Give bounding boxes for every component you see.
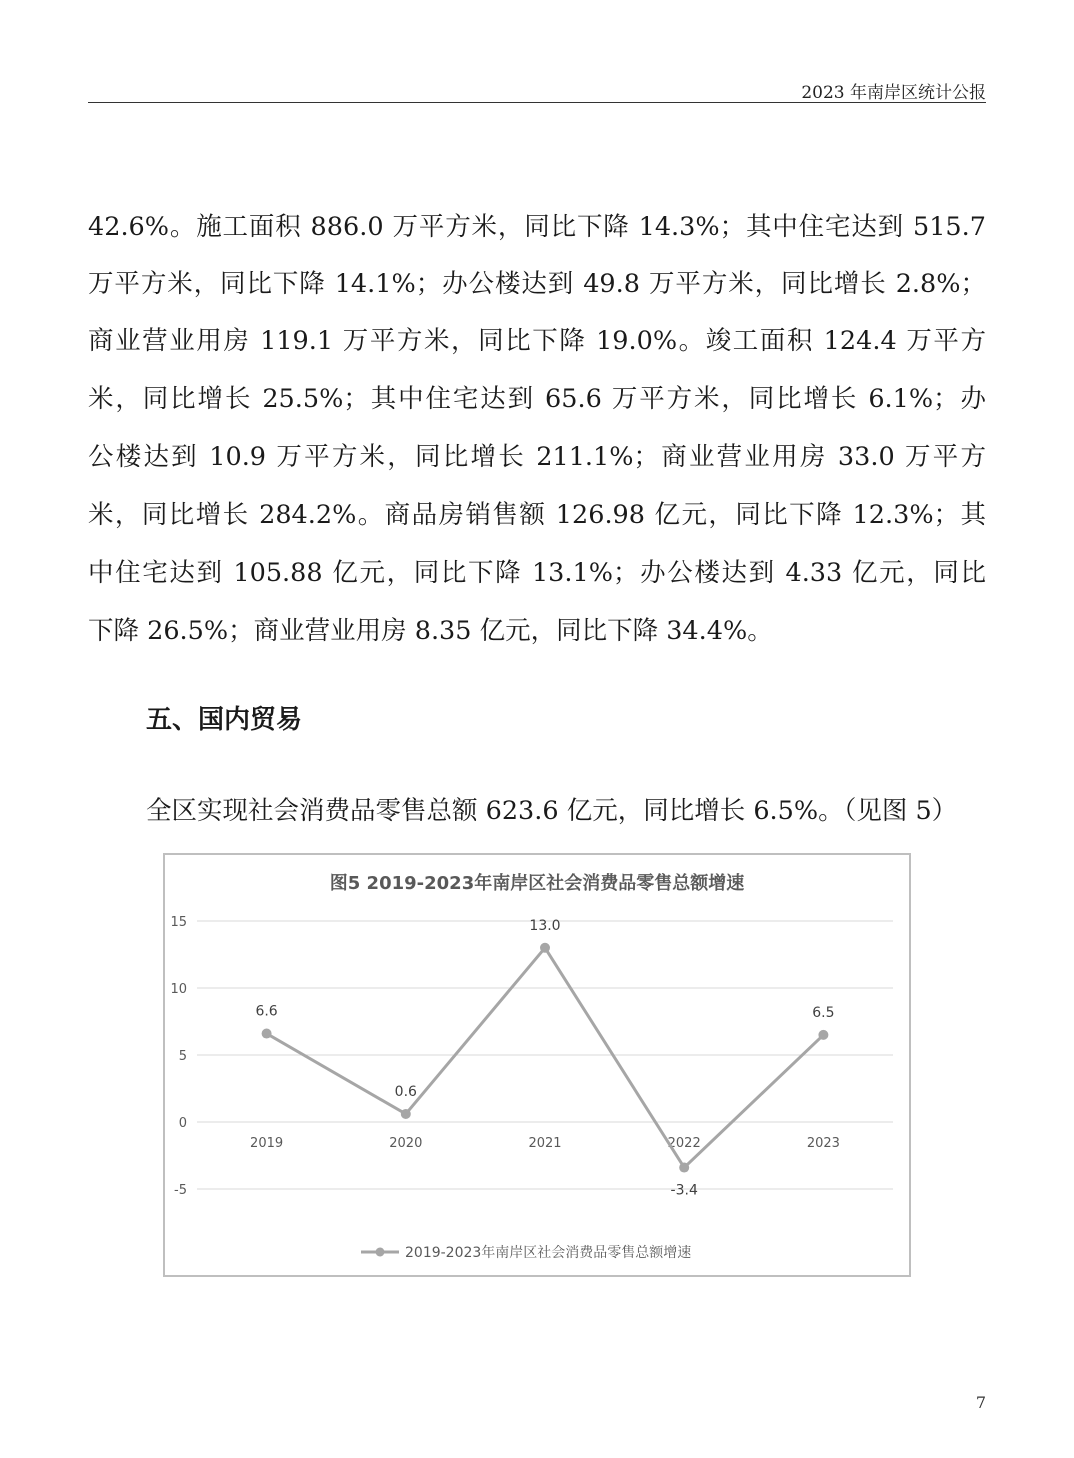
y-axis-ticks <box>170 915 187 1198</box>
series-line <box>267 948 824 1168</box>
data-labels <box>255 918 834 1199</box>
paragraph-line: 公楼达到 10.9 万平方米，同比增长 211.1%；商业营业用房 33.0 万平方 <box>88 442 986 472</box>
data-point <box>679 1163 689 1173</box>
legend-label: 2019-2023年南岸区社会消费品零售总额增速 <box>405 1245 692 1261</box>
data-label: 6.6 <box>255 1003 278 1020</box>
data-point <box>262 1029 272 1039</box>
data-point <box>818 1030 828 1040</box>
chart-title: 图5 2019-2023年南岸区社会消费品零售总额增速 <box>329 873 745 894</box>
data-label: 13.0 <box>529 917 561 934</box>
y-tick-label: -5 <box>174 1183 187 1198</box>
paragraph-line: 商业营业用房 119.1 万平方米，同比下降 19.0%。竣工面积 124.4 万平方 <box>88 326 986 356</box>
chart-legend <box>361 1244 691 1261</box>
x-tick-label: 2023 <box>806 1136 840 1151</box>
data-label: 0.6 <box>394 1083 417 1100</box>
x-tick-label: 2019 <box>250 1136 284 1151</box>
data-label: -3.4 <box>670 1182 698 1199</box>
x-axis-ticks <box>250 1136 840 1151</box>
data-point <box>540 943 550 953</box>
legend-marker <box>376 1248 385 1257</box>
paragraph-line: 中住宅达到 105.88 亿元，同比下降 13.1%；办公楼达到 4.33 亿元，同比 <box>88 558 986 588</box>
data-label: 6.5 <box>812 1004 835 1021</box>
header-divider <box>88 102 986 103</box>
line-chart <box>165 855 909 1275</box>
x-tick-label: 2021 <box>528 1136 562 1151</box>
y-tick-label: 5 <box>178 1049 187 1064</box>
paragraph-line: 万平方米，同比下降 14.1%；办公楼达到 49.8 万平方米，同比增长 2.8%； <box>88 269 986 299</box>
paragraph-line: 下降 26.5%；商业营业用房 8.35 亿元，同比下降 34.4%。 <box>88 616 773 646</box>
paragraph-line: 42.6%。施工面积 886.0 万平方米，同比下降 14.3%；其中住宅达到 515.7 <box>88 212 986 242</box>
data-point <box>401 1109 411 1119</box>
header-title: 2023 年南岸区统计公报 <box>801 83 986 103</box>
chart-figure <box>163 853 911 1277</box>
y-tick-label: 10 <box>170 982 187 997</box>
y-tick-label: 0 <box>178 1116 187 1131</box>
y-tick-label: 15 <box>170 915 187 930</box>
paragraph-line: 米，同比增长 25.5%；其中住宅达到 65.6 万平方米，同比增长 6.1%；办 <box>88 384 986 414</box>
page-number: 7 <box>975 1393 986 1412</box>
section-heading: 五、国内贸易 <box>146 705 303 735</box>
trade-paragraph: 全区实现社会消费品零售总额 623.6 亿元，同比增长 6.5%。（见图 5） <box>146 796 958 826</box>
x-tick-label: 2022 <box>667 1136 701 1151</box>
paragraph-line: 米，同比增长 284.2%。商品房销售额 126.98 亿元，同比下降 12.3%；其 <box>88 500 986 530</box>
x-tick-label: 2020 <box>389 1136 423 1151</box>
